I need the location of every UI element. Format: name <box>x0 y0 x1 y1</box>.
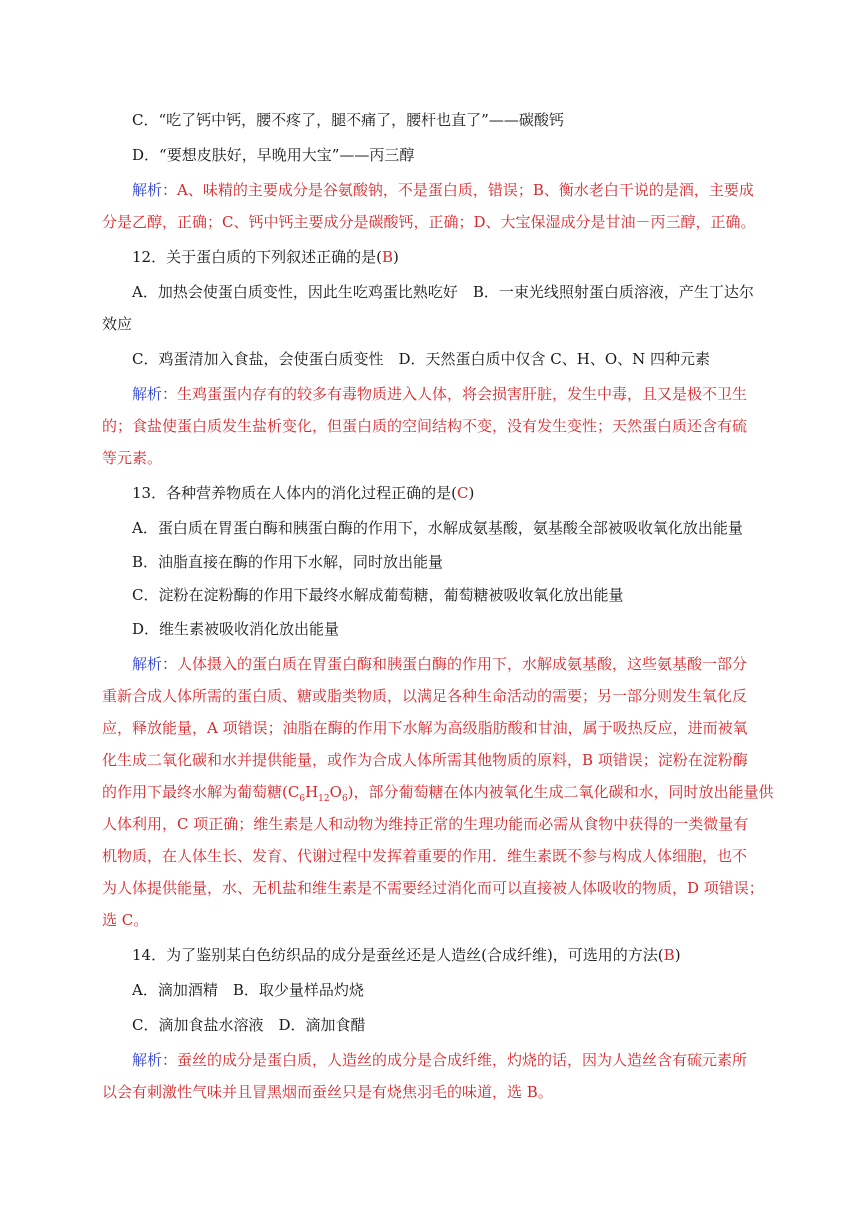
q13-answer: C <box>456 484 469 502</box>
q12-explanation-line-3: 等元素。 <box>102 449 163 467</box>
q13-stem-text: 13．各种营养物质在人体内的消化过程正确的是( <box>132 484 457 502</box>
q13-explanation-line-7: 机物质，在人体生长、发育、代谢过程中发挥着重要的作用．维生素既不参与构成人体细胞，也不 <box>102 847 748 865</box>
q13-explanation-line-3: 应，释放能量，A 项错误；油脂在酶的作用下水解为高级脂肪酸和甘油，属于吸热反应，进而被氧 <box>102 719 748 737</box>
q12-answer: B <box>381 248 393 266</box>
q13-explanation-text: 人体摄入的蛋白质在胃蛋白酶和胰蛋白酶的作用下，水解成氨基酸，这些氨基酸一部分 <box>177 655 748 673</box>
q12-options-ab-line-1: A．加热会使蛋白质变性，因此生吃鸡蛋比熟吃好 B．一束光线照射蛋白质溶液，产生丁达尔 <box>132 283 754 301</box>
q11-explanation-text: A、味精的主要成分是谷氨酸钠，不是蛋白质，错误；B、衡水老白干说的是酒，主要成 <box>177 181 754 199</box>
formula-element: H <box>305 783 319 801</box>
q14-explanation-text: 蚕丝的成分是蛋白质，人造丝的成分是合成纤维，灼烧的话，因为人造丝含有硫元素所 <box>177 1051 748 1069</box>
q14-stem-text: 14．为了鉴别某白色纺织品的成分是蚕丝还是人造丝(合成纤维)，可选用的方法( <box>132 946 664 964</box>
q11-option-c: C．“吃了钙中钙，腰不疼了，腿不痛了，腰杆也直了”——碳酸钙 <box>132 111 564 129</box>
formula-subscript: 6 <box>341 794 348 804</box>
q14-stem <box>132 945 681 965</box>
q13-exp5-part-b: )，部分葡萄糖在体内被氧化生成二氧化碳和水，同时放出能量供 <box>347 783 774 801</box>
q11-explanation-line-2: 分是乙醇，正确；C、钙中钙主要成分是碳酸钙，正确；D、大宝保湿成分是甘油－丙三醇，正确。 <box>102 213 756 231</box>
q13-option-d: D．维生素被吸收消化放出能量 <box>132 620 340 638</box>
q13-option-c: C．淀粉在淀粉酶的作用下最终水解成葡萄糖，葡萄糖被吸收氧化放出能量 <box>132 586 624 604</box>
q12-options-cd: C．鸡蛋清加入食盐，会使蛋白质变性 D．天然蛋白质中仅含 C、H、O、N 四种元素 <box>132 350 711 368</box>
q13-explanation-line-9: 选 C。 <box>102 911 149 929</box>
q12-stem <box>132 247 399 267</box>
q14-options-ab: A．滴加酒精 B．取少量样品灼烧 <box>132 981 364 999</box>
q14-options-cd: C．滴加食盐水溶液 D．滴加食醋 <box>132 1016 366 1034</box>
explanation-label: 解析： <box>132 1051 178 1069</box>
q13-explanation-line-2: 重新合成人体所需的蛋白质、糖或脂类物质，以满足各种生命活动的需要；另一部分则发生氧化反 <box>102 687 748 705</box>
q12-stem-end: ) <box>392 248 399 266</box>
q12-explanation-text: 生鸡蛋蛋内存有的较多有毒物质进入人体，将会损害肝脏，发生中毒，且又是极不卫生 <box>177 385 748 403</box>
q13-explanation-line-5 <box>102 782 774 802</box>
q13-option-b: B．油脂直接在酶的作用下水解，同时放出能量 <box>132 553 444 571</box>
explanation-label: 解析： <box>132 655 178 673</box>
q11-option-d: D．“要想皮肤好，早晚用大宝”——丙三醇 <box>132 146 415 164</box>
q12-explanation-line-2: 的；食盐使蛋白质发生盐析变化，但蛋白质的空间结构不变，没有发生变性；天然蛋白质还含有硫 <box>102 417 748 435</box>
q13-explanation-line-1 <box>132 654 747 674</box>
formula-subscript: 6 <box>299 794 306 804</box>
q12-explanation-line-1 <box>132 384 747 404</box>
explanation-label: 解析： <box>132 181 178 199</box>
q13-explanation-line-8: 为人体提供能量，水、无机盐和维生素是不需要经过消化而可以直接被人体吸收的物质，D 项错误； <box>102 879 764 897</box>
q13-stem-end: ) <box>468 484 475 502</box>
q12-stem-text: 12．关于蛋白质的下列叙述正确的是( <box>132 248 382 266</box>
explanation-label: 解析： <box>132 385 178 403</box>
formula-element: O <box>329 783 342 801</box>
q14-stem-end: ) <box>674 946 681 964</box>
q11-explanation-line-1 <box>132 180 754 200</box>
formula-subscript: 12 <box>318 794 330 804</box>
q12-options-ab-line-2: 效应 <box>102 315 133 333</box>
q13-stem <box>132 483 474 503</box>
q14-explanation-line-2: 以会有刺激性气味并且冒黑烟而蚕丝只是有烧焦羽毛的味道，选 B。 <box>102 1083 553 1101</box>
q13-explanation-line-4: 化生成二氧化碳和水并提供能量，或作为合成人体所需其他物质的原料，B 项错误；淀粉在淀粉酶 <box>102 751 748 769</box>
q13-explanation-line-6: 人体利用，C 项正确；维生素是人和动物为维持正常的生理功能而必需从食物中获得的一类微量有 <box>102 815 749 833</box>
q13-exp5-part-a: 的作用下最终水解为葡萄糖(C <box>102 783 300 801</box>
q14-answer: B <box>663 946 675 964</box>
q14-explanation-line-1 <box>132 1050 747 1070</box>
q13-option-a: A．蛋白质在胃蛋白酶和胰蛋白酶的作用下，水解成氨基酸，氨基酸全部被吸收氧化放出能量 <box>132 519 743 537</box>
